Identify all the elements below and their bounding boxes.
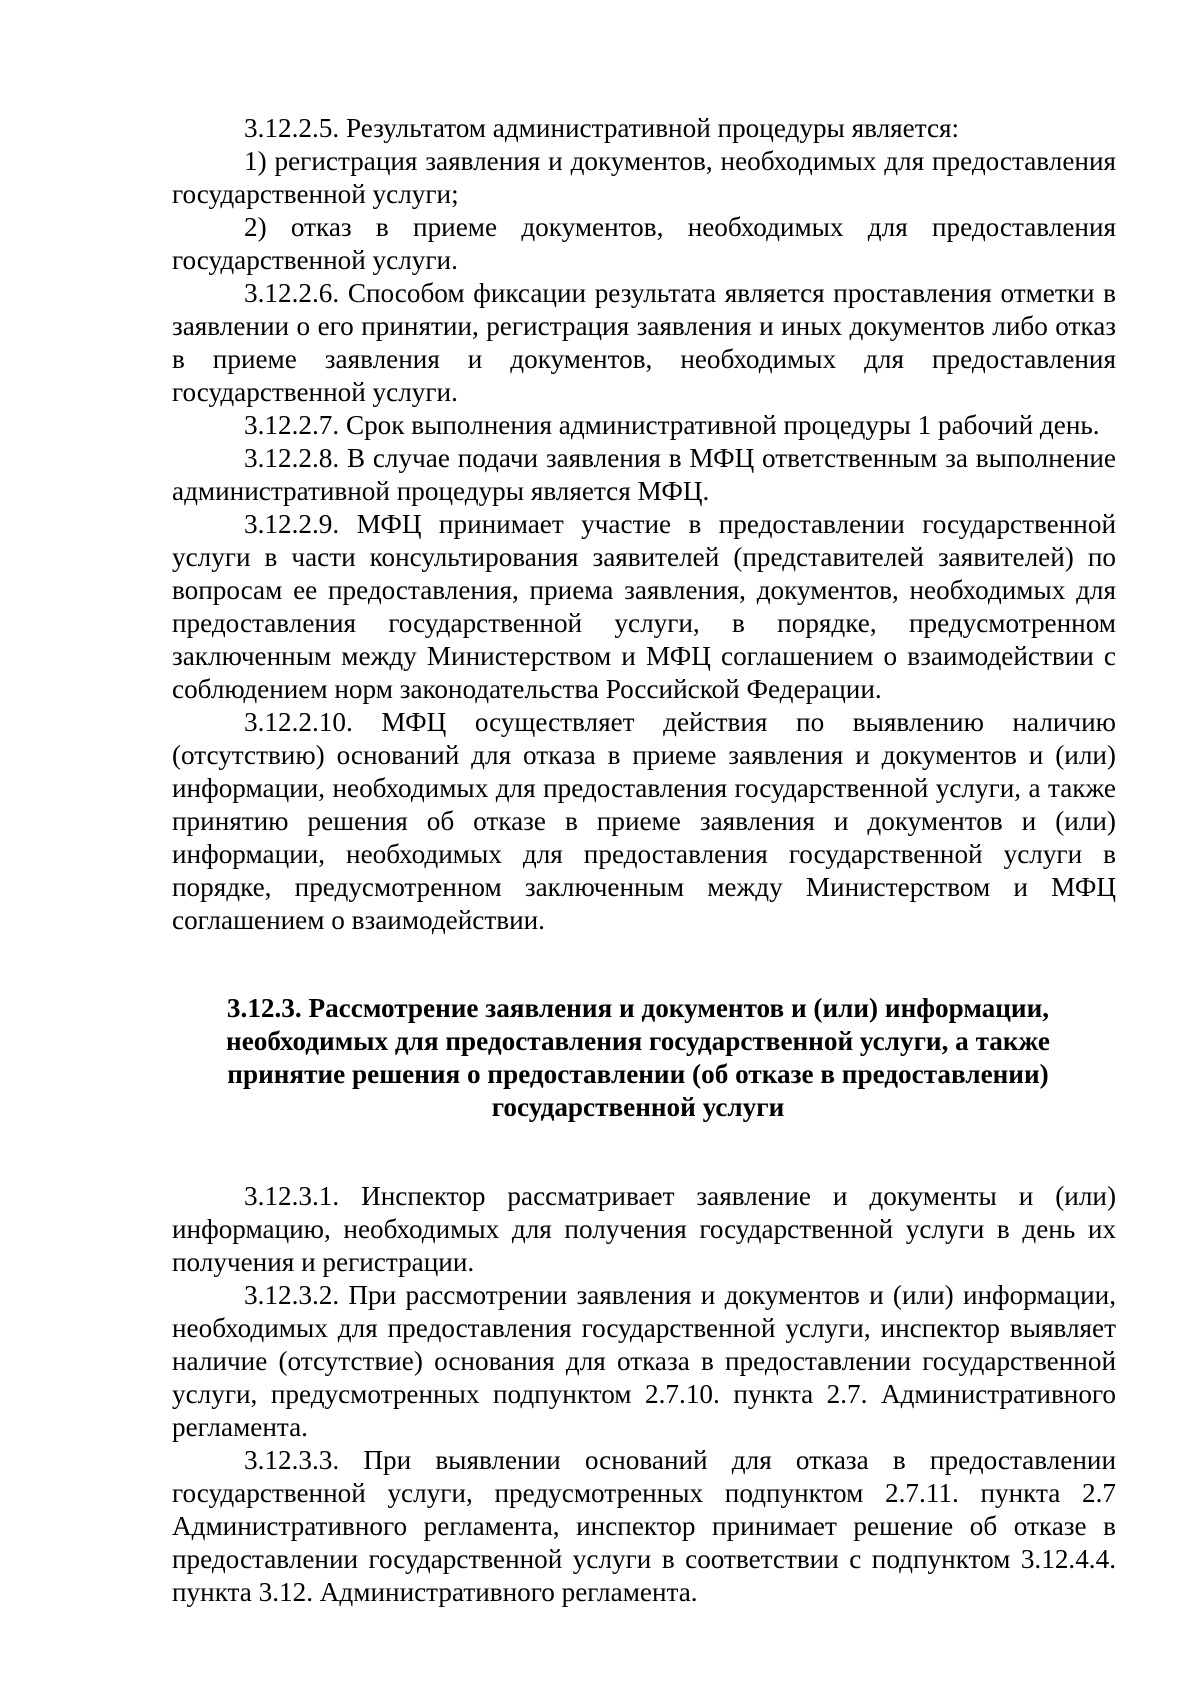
paragraph-3-12-2-9: 3.12.2.9. МФЦ принимает участие в предоставлении государственной услуги в части консультирования заявителей (представителей заявителей) по вопросам ее предоставления, приема заявления, документов, необходимых для предоставления государственной услуги, в порядке, предусмотренном заключенным между Министерством и МФЦ соглашением о взаимодействии с соблюдением норм законодательства Российской Федерации. [172,509,1116,704]
paragraph-3-12-2-5: 3.12.2.5. Результатом административной процедуры является: [244,113,960,143]
paragraph-3-12-3-1: 3.12.3.1. Инспектор рассматривает заявление и документы и (или) информацию, необходимых для получения государственной услуги в день их получения и регистрации. [172,1181,1116,1277]
section-heading-3-12-3: 3.12.3. Рассмотрение заявления и документов и (или) информации, необходимых для предоставления государственной услуги, а также принятие решения о предоставлении (об отказе в предоставлении) государственной услуги [226,993,1050,1122]
paragraph-item-2: 2) отказ в приеме документов, необходимых для предоставления государственной услуги. [172,212,1116,275]
paragraph-3-12-2-6: 3.12.2.6. Способом фиксации результата является проставления отметки в заявлении о его принятии, регистрация заявления и иных документов либо отказ в приеме заявления и документов, необходимых для предоставления государственной услуги. [172,278,1116,407]
paragraph-3-12-3-3: 3.12.3.3. При выявлении оснований для отказа в предоставлении государственной услуги, предусмотренных подпунктом 2.7.11. пункта 2.7 Административного регламента, инспектор принимает решение об отказе в предоставлении государственной услуги в соответствии с подпунктом 3.12.4.4. пункта 3.12. Административного регламента. [172,1445,1116,1607]
paragraph-3-12-2-8: 3.12.2.8. В случае подачи заявления в МФЦ ответственным за выполнение административной процедуры является МФЦ. [172,443,1116,506]
paragraph-3-12-2-7: 3.12.2.7. Срок выполнения административной процедуры 1 рабочий день. [244,410,1100,440]
document-page [172,112,1116,1609]
paragraph-3-12-2-10: 3.12.2.10. МФЦ осуществляет действия по выявлению наличию (отсутствию) оснований для отказа в приеме заявления и документов и (или) информации, необходимых для предоставления государственной услуги, а также принятию решения об отказе в приеме заявления и документов и (или) информации, необходимых для предоставления государственной услуги в порядке, предусмотренном заключенным между Министерством и МФЦ соглашением о взаимодействии. [172,707,1116,935]
paragraph-3-12-3-2: 3.12.3.2. При рассмотрении заявления и документов и (или) информации, необходимых для предоставления государственной услуги, инспектор выявляет наличие (отсутствие) основания для отказа в предоставлении государственной услуги, предусмотренных подпунктом 2.7.10. пункта 2.7. Административного регламента. [172,1280,1116,1442]
paragraph-item-1: 1) регистрация заявления и документов, необходимых для предоставления государственной услуги; [172,146,1116,209]
